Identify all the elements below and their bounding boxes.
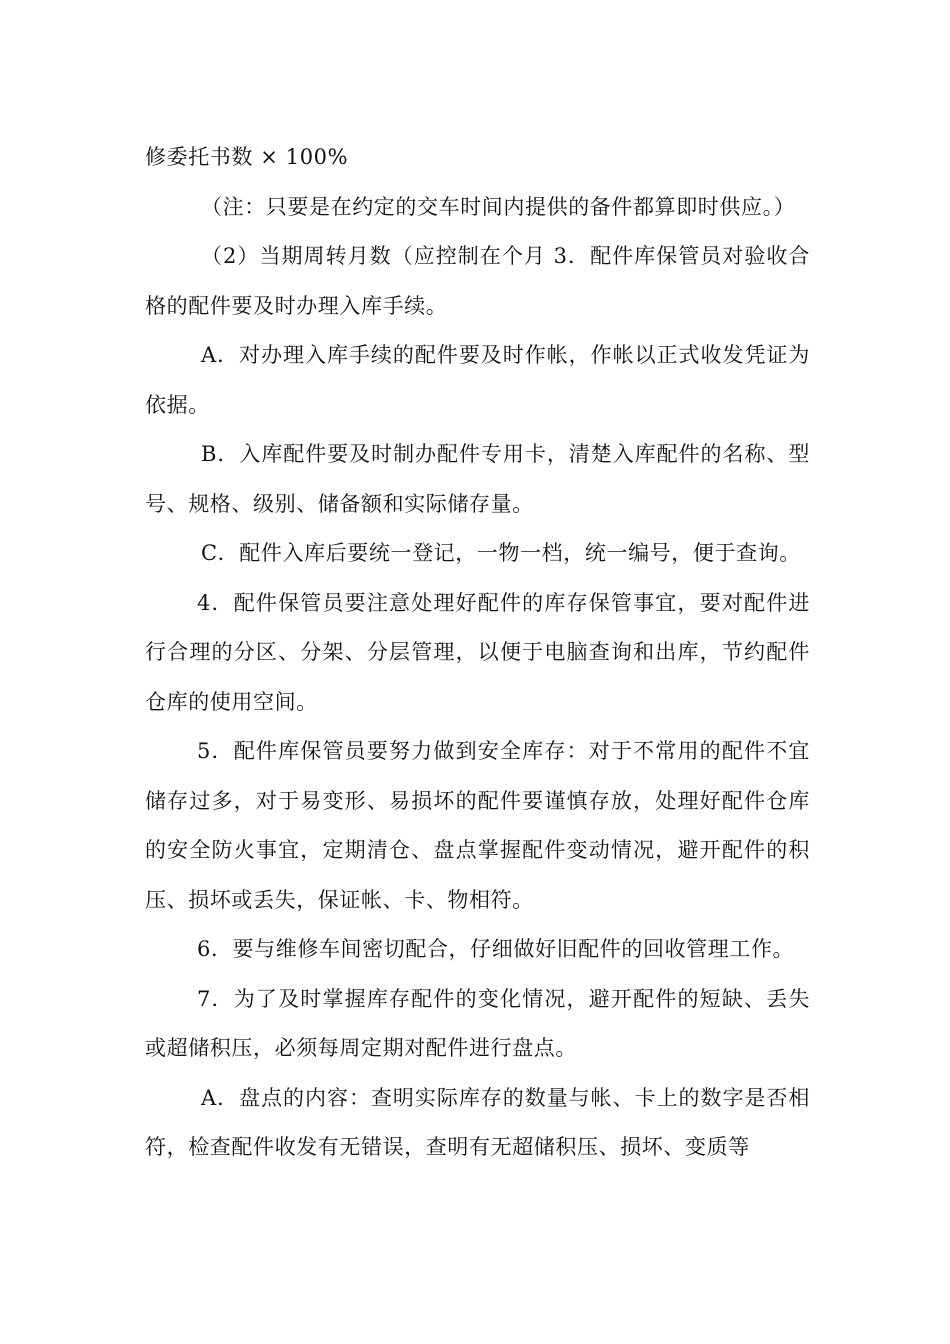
paragraph-item-6-recycling: 6．要与维修车间密切配合，仔细做好旧配件的回收管理工作。 [197, 937, 795, 961]
paragraph-item-c-registration: C．配件入库后要统一登记，一物一档，统一编号，便于查询。 [201, 541, 801, 565]
paragraph-turnover-months: （2）当期周转月数（应控制在个月 3．配件库保管员对验收合格的配件要及时办理入库手续。 [145, 244, 810, 318]
paragraph-item-a-accounting: A．对办理入库手续的配件要及时作帐，作帐以正式收发凭证为依据。 [145, 343, 810, 417]
paragraph-item-a-inventory-content: A．盘点的内容：查明实际库存的数量与帐、卡上的数字是否相符，检查配件收发有无错误，查明有无超储积压、损坏、变质等 [145, 1085, 810, 1159]
paragraph-item-7-inventory: 7．为了及时掌握库存配件的变化情况，避开配件的短缺、丢失或超储积压，必须每周定期对配件进行盘点。 [145, 986, 810, 1060]
paragraph-item-4-storage: 4．配件保管员要注意处理好配件的库存保管事宜，要对配件进行合理的分区、分架、分层管理，以便于电脑查询和出库，节约配件仓库的使用空间。 [145, 590, 810, 714]
paragraph-note: （注：只要是在约定的交车时间内提供的备件都算即时供应。） [201, 194, 796, 219]
paragraph-item-b-card: B．入库配件要及时制办配件专用卡，清楚入库配件的名称、型号、规格、级别、储备额和实际储存量。 [145, 442, 810, 516]
document-body [145, 133, 810, 1173]
paragraph-item-5-safety: 5．配件库保管员要努力做到安全库存：对于不常用的配件不宜储存过多，对于易变形、易损坏的配件要谨慎存放，处理好配件仓库的安全防火事宜，定期清仓、盘点掌握配件变动情况，避开配件的积压、损坏或丢失，保证帐、卡、物相符。 [145, 739, 810, 912]
paragraph-formula-continuation: 修委托书数 × 100% [145, 145, 349, 169]
